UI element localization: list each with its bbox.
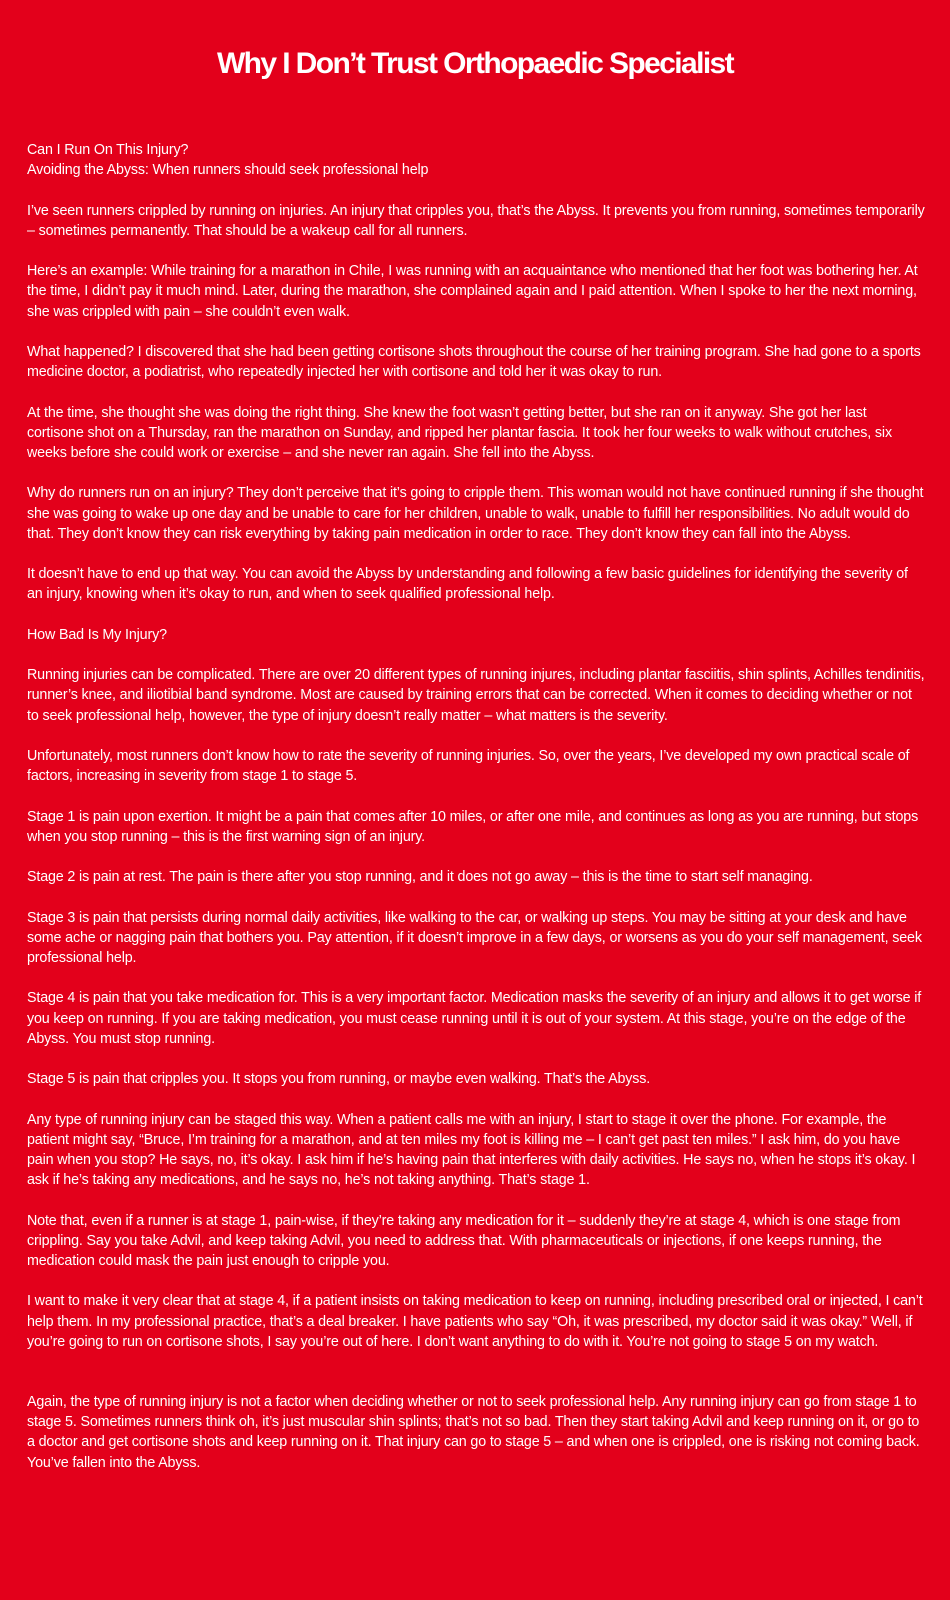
- paragraph-severity-scale: Unfortunately, most runners don’t know how to rate the severity of running injuries. So, over the years, I’ve developed my own practical scale of factors, increasing in severity from stage 1 to stage 5.: [27, 747, 910, 785]
- page-title: Why I Don’t Trust Orthopaedic Specialist: [216, 47, 734, 80]
- paragraph-conclusion: Again, the type of running injury is not a factor when deciding whether or not to seek professional help. Any running injury can go from stage 1 to stage 5. Sometimes runners think oh, it’s just muscular shin splints; that’s not so bad. Then they start taking Advil and keep running on it, or go to a doctor and get cortisone shots and keep running on it. That injury can go to stage 5 – and when one is crippled, one is risking not coming back. You’ve fallen into the Abyss.: [27, 1393, 920, 1471]
- intro-subtitle: Avoiding the Abyss: When runners should seek professional help: [27, 162, 429, 179]
- paragraph-what-happened: What happened? I discovered that she had been getting cortisone shots throughout the course of her training program. She had gone to a sports medicine doctor, a podiatrist, who repeatedly injected her with cortisone and told her it was okay to run.: [27, 343, 921, 381]
- paragraph-stage-5: Stage 5 is pain that cripples you. It stops you from running, or maybe even walking. That’s the Abyss.: [27, 1071, 651, 1088]
- paragraph-staging-example: Any type of running injury can be staged this way. When a patient calls me with an injury, I start to stage it over the phone. For example, the patient might say, “Bruce, I’m training for a marathon, and at ten miles my foot is killing me – I can’t get past ten miles.” I ask him, do you have pain when you stop? He says, no, it’s okay. I ask him if he’s having pain that interferes with daily activities. He says no, when he stops it’s okay. I ask if he’s taking any medications, and he says no, he’s not taking anything. That’s stage 1.: [27, 1111, 916, 1189]
- paragraph-example: Here’s an example: While training for a marathon in Chile, I was running with an acquaintance who mentioned that her foot was bothering her. At the time, I didn’t pay it much mind. Later, during the marathon, she complained again and I paid attention. When I spoke to her the next morning, she was crippled with pain – she couldn’t even walk.: [27, 263, 918, 320]
- intro-question: Can I Run On This Injury?: [27, 142, 189, 158]
- intro: [27, 140, 927, 180]
- section-heading: How Bad Is My Injury?: [27, 626, 167, 643]
- paragraph-stage-4: Stage 4 is pain that you take medication for. This is a very important factor. Medication masks the severity of an injury and allows it to get worse if you keep on running. If you are taking medication, you must cease running until it is out of your system. At this stage, you’re on the edge of the Abyss. You must stop running.: [27, 990, 922, 1047]
- article-body: [27, 140, 927, 1493]
- paragraph-medication-note: Note that, even if a runner is at stage 1, pain-wise, if they’re taking any medication for it – suddenly they’re at stage 4, which is one stage from crippling. Say you take Advil, and keep taking Advil, you need to address that. With pharmaceuticals or injections, if one keeps running, the medication could mask the pain just enough to cripple you.: [27, 1212, 901, 1269]
- paragraph-why-run: Why do runners run on an injury? They don’t perceive that it’s going to cripple them. This woman would not have continued running if she thought she was going to wake up one day and be unable to care for her children, unable to walk, unable to fulfill her responsibilities. No adult would do that. They don’t know they can risk everything by taking pain medication in order to race. They don’t know they can fall into the Abyss.: [27, 485, 924, 542]
- paragraph-stage-2: Stage 2 is pain at rest. The pain is there after you stop running, and it does not go away – this is the time to start self managing.: [27, 869, 813, 886]
- paragraph-cortisone: At the time, she thought she was doing the right thing. She knew the foot wasn’t getting better, but she ran on it anyway. She got her last cortisone shot on a Thursday, ran the marathon on Sunday, and ripped her plantar fascia. It took her four weeks to walk without crutches, six weeks before she could work or exercise – and she never ran again. She fell into the Abyss.: [27, 404, 892, 461]
- paragraph-stage-3: Stage 3 is pain that persists during normal daily activities, like walking to the car, or walking up steps. You may be sitting at your desk and have some ache or nagging pain that bothers you. Pay attention, if it doesn’t improve in a few days, or worsens as you do your self management, seek professional help.: [27, 909, 922, 966]
- paragraph-abyss-definition: I’ve seen runners crippled by running on injuries. An injury that cripples you, that’s the Abyss. It prevents you from running, sometimes temporarily – sometimes permanently. That should be a wakeup call for all runners.: [27, 202, 925, 239]
- paragraph-injury-types: Running injuries can be complicated. There are over 20 different types of running injures, including plantar fasciitis, shin splints, Achilles tendinitis, runner’s knee, and iliotibial band syndrome. Most are caused by training errors that can be corrected. When it comes to deciding whether or not to seek professional help, however, the type of injury doesn’t really matter – what matters is the severity.: [27, 667, 925, 724]
- paragraph-stage-1: Stage 1 is pain upon exertion. It might be a pain that comes after 10 miles, or after one mile, and continues as long as you are running, but stops when you stop running – this is the first warning sign of an injury.: [27, 808, 919, 845]
- paragraph-deal-breaker: I want to make it very clear that at stage 4, if a patient insists on taking medication to keep on running, including prescribed oral or injected, I can’t help them. In my professional practice, that’s a deal breaker. I have patients who say “Oh, it was prescribed, my doctor said it was okay.” Well, if you’re going to run on cortisone shots, I say you’re out of here. I don’t want anything to do with it. You’re not going to stage 5 on my watch.: [27, 1293, 923, 1350]
- paragraph-avoid-abyss: It doesn’t have to end up that way. You can avoid the Abyss by understanding and following a few basic guidelines for identifying the severity of an injury, knowing when it’s okay to run, and when to seek qualified professional help.: [27, 566, 908, 603]
